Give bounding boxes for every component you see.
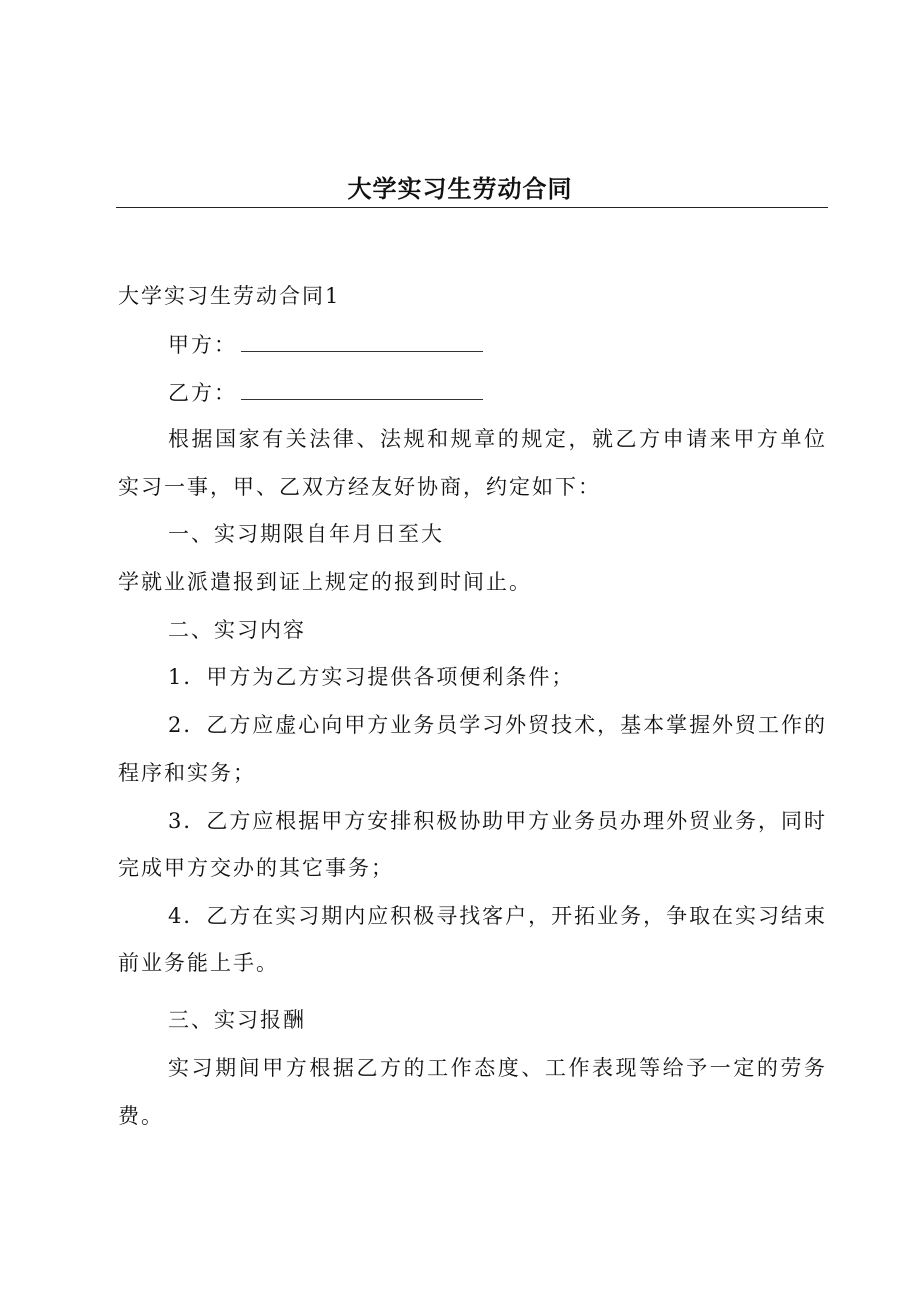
party-a-row [168,329,483,360]
item-4-line-2: 前业务能上手。 [118,951,279,975]
contract-subtitle: 大学实习生劳动合同1 [118,284,341,308]
section-1-line-2: 学就业派遣报到证上规定的报到时间止。 [118,570,532,594]
intro-paragraph-line-1: 根据国家有关法律、法规和规章的规定，就乙方申请来甲方单位 [168,427,826,451]
intro-paragraph-line-2: 实习一事，甲、乙双方经友好协商，约定如下： [118,475,601,499]
section-2-heading: 二、实习内容 [168,618,306,642]
section-3-line-2: 费。 [118,1104,164,1128]
item-2-line-2: 程序和实务； [118,761,256,785]
section-1-line-1: 一、实习期限自年月日至大 [168,522,444,546]
section-3-line-1: 实习期间甲方根据乙方的工作态度、工作表现等给予一定的劳务 [168,1056,826,1080]
document-title: 大学实习生劳动合同 [347,175,573,203]
title-underline [116,207,828,208]
section-3-heading: 三、实习报酬 [168,1008,306,1032]
item-4-line-1: 4．乙方在实习期内应积极寻找客户，开拓业务，争取在实习结束 [168,904,826,928]
item-1: 1．甲方为乙方实习提供各项便利条件； [168,665,575,689]
party-b-blank-line [241,377,483,400]
item-3-line-2: 完成甲方交办的其它事务； [118,856,394,880]
party-a-blank-line [241,329,483,352]
item-3-line-1: 3．乙方应根据甲方安排积极协助甲方业务员办理外贸业务，同时 [168,809,826,833]
party-b-row [168,377,483,408]
party-b-label: 乙方： [168,381,237,405]
party-a-label: 甲方： [168,333,237,357]
item-2-line-1: 2．乙方应虚心向甲方业务员学习外贸技术，基本掌握外贸工作的 [168,713,826,737]
